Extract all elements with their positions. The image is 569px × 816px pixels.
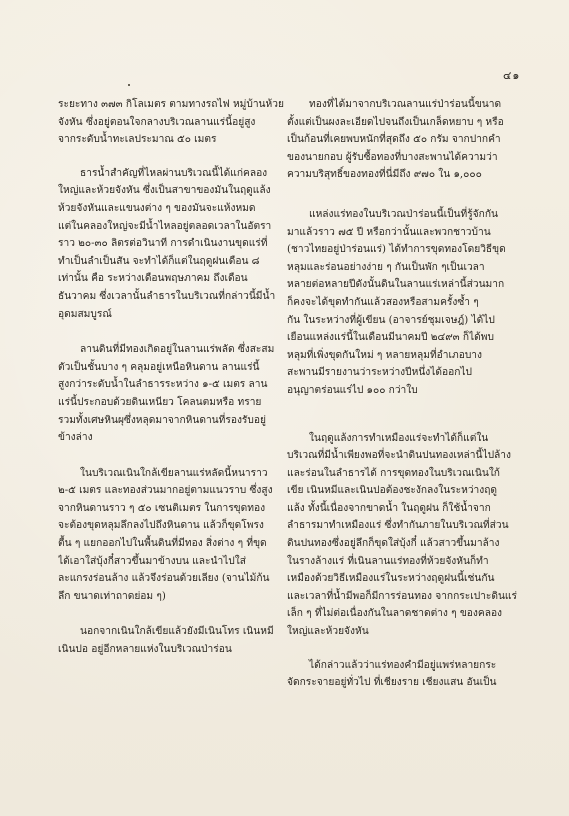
paragraph: [58, 465, 290, 606]
text-line: เล็ก ๆ ที่ไม่ต่อเนื่องกันในลาดชาดต่าง ๆ ของคลอง: [287, 608, 503, 620]
text-line: เหมืองด้วยวิธีเหมืองแร่ในระหว่างฤดูฝนนี้เช่นกัน: [287, 573, 495, 585]
text-line: ในรางล้างแร่ ที่เนินลานแร่ทองที่ห้วยจังหันก็ทำ: [287, 555, 489, 567]
paragraph: [287, 206, 519, 400]
text-line: ตื้น ๆ แยกออกไปในพื้นดินที่มีทอง สิ่งต่าง ๆ ที่ขุด: [58, 538, 267, 550]
text-line: รวมทั้งเศษหินผุซึ่งหลุดมาจากหินดานที่รองรับอยู่: [58, 414, 266, 426]
text-line: ธารน้ำสำคัญที่ไหลผ่านบริเวณนี้ได้แก่คลอง: [80, 167, 268, 179]
text-line: เขีย เนินหมีและเนินปอต้องชะงักลงในระหว่างฤดู: [287, 485, 498, 497]
text-line: อนุญาตร่อนแร่ไป ๑๐๐ กว่าใบ: [287, 384, 418, 396]
text-line: ได้กล่าวแล้วว่าแร่ทองคำมีอยู่แพร่หลายกระ: [309, 659, 497, 671]
text-line: และร่อนในลำธารได้ การขุดทองในบริเวณเนินใก้: [287, 467, 500, 479]
text-line: จากระดับน้ำทะเลประมาณ ๕๐ เมตร: [58, 134, 217, 146]
paragraph: [287, 657, 519, 692]
text-line: เป็นก้อนที่เคยพบหนักที่สุดถึง ๕๐ กรัม จากปากคำ: [287, 134, 501, 146]
text-line: อุดมสมบูรณ์: [58, 308, 112, 320]
text-line: ราว ๒๐-๓๐ ลิตรต่อวินาที การดำเนินงานขุดแร่ที่: [58, 238, 268, 250]
text-line: ห้วยจังหันและแขนงต่าง ๆ ของมันจะแห้งหมด: [58, 202, 256, 214]
text-line: ตั้งแต่เป็นผงละเอียดไปจนถึงเป็นเกล็ดหยาบ ๆ หรือ: [287, 116, 504, 128]
paragraph: [58, 623, 290, 658]
text-line: กัน ในระหว่างที่ผู้เขียน (อาจารย์ชุมเจษฎ์) ได้ไป: [287, 314, 495, 326]
text-line: ในฤดูแล้งการทำเหมืองแร่จะทำได้ก็แต่ใน: [309, 432, 489, 444]
text-line: ลานดินที่มีทองเกิดอยู่ในลานแร่พลัด ซึ่งสะสม: [80, 344, 275, 356]
right-column: [287, 96, 519, 710]
text-line: ลึก ขนาดเท่าถาดย่อม ๆ): [58, 590, 166, 602]
text-line: เยือนแหล่งแร่นี้ในเดือนมีนาคมปี ๒๔๙๓ ก็ได้พบ: [287, 332, 494, 344]
text-line: สะพานมีรายงานว่าระหว่างปีหนึ่งได้ออกไป: [287, 367, 472, 379]
paragraph: [287, 430, 519, 641]
paragraph: [58, 341, 290, 447]
text-line: เท่านั้น คือ ระหว่างเดือนพฤษภาคม ถึงเดือน: [58, 273, 248, 285]
text-line: จัดกระจายอยู่ทั่วไป ที่เชียงราย เชียงแสน อันเป็น: [287, 677, 497, 689]
text-line: จังหัน ซึ่งอยู่ตอนใจกลางบริเวณลานแร่นี้อยู่สูง: [58, 116, 256, 128]
text-line: จะต้องขุดหลุมลึกลงไปถึงหินดาน แล้วก็ขุดโพรง: [58, 520, 264, 532]
text-line: ทองที่ได้มาจากบริเวณลานแร่ป่าร่อนนี้ขนาด: [309, 99, 502, 110]
text-line: แต่ในคลองใหญ่จะมีน้ำไหลอยู่ตลอดเวลาในอัตรา: [58, 220, 272, 232]
text-line: เนินปอ อยู่อีกหลายแห่งในบริเวณป่าร่อน: [58, 644, 232, 656]
text-line: (ชาวไทยอยู่ป่าร่อนแร่) ได้ทำการขุดทองโดยวิธีขุด: [287, 244, 506, 256]
text-line: หลายต่อหลายปีดังนั้นดินในลานแร่เหล่านี้ส่วนมาก: [287, 279, 505, 291]
text-line: ใหญ่และห้วยจังหัน ซึ่งเป็นสาขาของมันในฤดูแล้ง: [58, 185, 271, 197]
text-line: ธันวาคม ซึ่งเวลานั้นลำธารในบริเวณที่กล่าวนี้มีน้ำ: [58, 290, 276, 302]
text-line: ก็คงจะได้ขุดทำกันแล้วสองหรือสามครั้งซ้ำ ๆ: [287, 296, 479, 308]
text-line: ละแกรงร่อนล้าง แล้วจึงร่อนด้วยเลียง (จานไม้ก้น: [58, 573, 270, 585]
text-line: หลุมและร่อนอย่างง่าย ๆ กันเป็นพัก ๆเป็นเวลา: [287, 261, 485, 273]
left-column: [58, 96, 290, 677]
text-line: ลำธารมาทำเหมืองแร่ ซึ่งทำกันภายในบริเวณที่ส่วน: [287, 520, 509, 532]
text-line: และเวลาที่น้ำมีพอก็มีการร่อนทอง จากกระเปาะดินแร่: [287, 590, 517, 602]
ink-speck: [128, 84, 130, 86]
text-line: มาแล้วราว ๗๕ ปี หรือกว่านั้นและพวกชาวบ้าน: [287, 226, 491, 238]
text-line: ทำเป็นลำเป็นสัน จะทำได้ก็แต่ในฤดูฝนเดือน ๘: [58, 255, 260, 267]
text-line: หลุมที่เพิ่งขุดกันใหม่ ๆ หลายหลุมที่อำเภอบาง: [287, 349, 482, 361]
text-line: ใหญ่และห้วยจังหัน: [287, 626, 369, 638]
text-line: แหล่งแร่ทองในบริเวณป่าร่อนนี้เป็นที่รู้จักกัน: [309, 208, 498, 220]
text-line: ระยะทาง ๓๗๓ กิโลเมตร ตามทางรถไฟ หมู่บ้านห้วย: [58, 99, 284, 110]
text-line: ตัวเป็นชั้นบาง ๆ คลุมอยู่เหนือหินดาน ลานแร่นี้: [58, 361, 260, 373]
paragraph: [58, 96, 290, 149]
text-line: ดินปนทองซึ่งอยู่ลึกก็ขุดใส่บุ้งกี๋ แล้วสาวขึ้นมาล้าง: [287, 538, 500, 550]
text-line: บริเวณที่มีน้ำเพียงพอที่จะนำดินปนทองเหล่านี้ไปล้าง: [287, 450, 511, 462]
page-number: ๔๑: [503, 69, 521, 82]
text-line: แร่นี้ประกอบด้วยดินเหนียว โคลนตมหรือ ทราย: [58, 396, 262, 408]
text-line: ๒-๕ เมตร และทองส่วนมากอยู่ตามแนวราบ ซึ่งสูง: [58, 485, 273, 497]
paragraph: [58, 165, 290, 323]
text-line: ได้เอาใส่บุ้งกี๋สาวขึ้นมาข้างบน และนำไปใส่: [58, 555, 246, 567]
text-line: ของนายกอบ ผู้รับซื้อทองที่บางสะพานได้ความว่า: [287, 151, 498, 163]
text-line: ความบริสุทธิ์ของทองที่นี่มีถึง ๙๗๐ ใน ๑,๐๐๐: [287, 169, 482, 181]
text-line: ข้างล่าง: [58, 432, 93, 444]
paragraph: [287, 96, 519, 184]
text-line: สูงกว่าระดับน้ำในลำธารระหว่าง ๑-๕ เมตร ลาน: [58, 379, 268, 391]
text-line: ในบริเวณเนินใกล้เขียลานแร่หลัดนี้หนาราว: [80, 467, 268, 479]
text-line: จากหินดานราว ๆ ๕๐ เซนติเมตร ในการขุดทอง: [58, 502, 266, 514]
text-line: นอกจากเนินใกล้เขียแล้วยังมีเนินโทร เนินหมี: [80, 626, 274, 638]
text-line: แล้ง ทั้งนี้เนื่องจากขาดน้ำ ในฤดูฝน ก็ใช้น้ำจาก: [287, 502, 491, 514]
